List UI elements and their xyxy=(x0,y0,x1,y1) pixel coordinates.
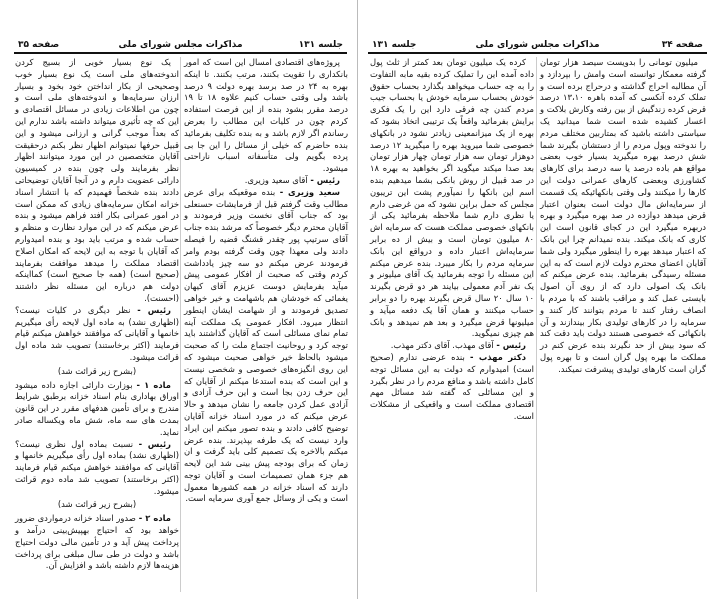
paragraph-text: (بشرح زیر قرائت شد) xyxy=(57,499,137,510)
page-number: صفحه ۳۵ xyxy=(18,40,60,50)
text-column-right xyxy=(184,57,348,505)
paragraph-text: نظر دیگری در کلیات نیست؟ (اظهاری نشد) به ماده اول لایحه رأی میگیریم خانمها و آقایانی که موافقند خواهش میکنم قیام فرمایند (اکثر برخاستند) تصویب شد ماده اول قرائت میشود. xyxy=(15,304,179,362)
text-column-right xyxy=(540,57,706,376)
session-number: جلسه ۱۳۱ xyxy=(298,40,343,50)
running-title: مذاکرات مجلس شورای ملی xyxy=(118,40,243,50)
paragraph xyxy=(15,380,179,439)
text-column-left xyxy=(15,57,179,572)
speaker-label: سعید وزیری - xyxy=(279,186,340,197)
paragraph xyxy=(540,57,706,376)
page-header xyxy=(14,38,347,54)
paragraph xyxy=(15,439,179,498)
page-header xyxy=(368,38,707,54)
column-divider xyxy=(180,57,181,592)
paragraph xyxy=(15,305,179,364)
speaker-label: رئیس - xyxy=(310,174,340,185)
speaker-label: ماده ۱ - xyxy=(136,379,171,390)
paragraph xyxy=(184,187,348,506)
centered-note xyxy=(15,499,179,511)
running-title: مذاکرات مجلس شورای ملی xyxy=(475,40,600,50)
paragraph xyxy=(370,57,534,340)
text-column-left xyxy=(370,57,534,423)
column-divider xyxy=(536,57,537,592)
paragraph-text: نسبت بماده اول نظری نیست؟ (اظهاری نشد) بماده اول رأی میگیریم خانمها و آقایانی که موافقند خواهش میکنم قیام فرمایند (اکثر برخاستند) تصویب شد ماده دوم قرائت میشود. xyxy=(15,438,179,496)
speaker-label: ماده ۲ - xyxy=(138,513,171,524)
paragraph xyxy=(184,175,348,187)
speaker-label: رئیس - xyxy=(496,340,526,351)
paragraph-text: میلیون تومانی را بدویست سیصد هزار تومان گرفته معمکار توانسته است وامش را بپردازد و آن مطالبه احراج گذاشته و درحراج برده است و تملک کرده آنکسی که آمده باهره ۱۳،۱۰ درصد قرض کرده زندگیش از بین رفته وکارش بلاکت و اعسار کشیده شده است شما میدانید یک سیاستی داشته باشید که بمتاربین مختلف مردم را ندوخته وپول مردم را از دستشان بگیرند شما شش درصد بهره میگیرید بسیار خوب بعضی مواقع هم باده درصد یا سه درصد برای کارهای کشاورزی وبعضی کارهای عمرانی دولت این کارها را میکنند ولی وقتی بانکهائیکه یک قسمت از سرمایه‌اش مال دولت است بعنوان اعتبار قرض میدهد دوازده در صد بهره میگیرد و بهره دربهره میگیرد این در کجای قانون است این کاری که بانک میکند. بنده نمیدانم چرا این بانک که اعتبار میدهد بهره را اینطور میگیرد ولی شما آقایان اعضای محترم دولت لازم است که به این مسئله رسیدگی بفرمائید. بنده عرض میکنم که بانک یک اصولی دارد که از روی آن اصول بایستی عمل کند و مراقب باشند که با مردم با انصاف رفتار کنند تا مردم بتوانند کار کنند و سرمایه را در کارهای تولیدی بکار بیندازند و آن بانکهائی که خصوصی هستند دولت باید دقت کند که سود بیش از حد نگیرند بنده عرض کنم در مملکت ما بهره پول گران است و تا بهره پول گران است کارهای تولیدی پیشرفت نمیکند. xyxy=(540,57,706,374)
paragraph xyxy=(15,513,179,572)
paragraph xyxy=(370,352,534,423)
paragraph xyxy=(184,57,348,175)
speaker-label: رئیس - xyxy=(138,438,171,449)
right-page xyxy=(357,0,714,599)
centered-note xyxy=(15,366,179,378)
paragraph-text: بنده موقعیکه برای عرض مطالب وقت گرفتم قبل از فرمایشات حسنعلی بود که جناب آقای نخست وزیر فرمودند و آقایان محترم دیگر خصوصاً که مرشد بنده جناب آقای سرتیپ پور چقدر قشنگ قضیه را فیصله دادند ولی معهذا چون وقت گرفته بودم وامر فرمودند عرض میکنم دو سه چیز یادداشت کردم وقتی که صحبت از افکار عمومی پیش میآید بفرمایش دوست عزیزم آقای کیهان یغمائی که خودشان هم باشهامت و خیر خواهی تصدیق فرمودند و از شهامت ایشان اینطور انتظار میرود. افکار عمومی یک مملکت آینه تمام نمای مسائلی است که آقایان گذاشتند باید توجه کرد و روحانیت اجتماع ملت را که صحبت میشود بالحاظ خیر خواهی صحبت میشود که این روی انگیزه‌های خصوصی و شخصی نیست و این است که بنده استدعا میکنم از آقایان که این حرف زدن بجا است و این حرف آزادی و آزادی عمل کردن جامعه را نشان میدهد و حالا عرض میکنم که در مورد اسناد خزانه آقایان توضیح کافی دادند و بنده تصور میکنم این ایراد وارد نیست که یک طرفه بپذیرند. بنده عرض میکنم بالاخره یک تصمیم کلی باید گرفت و ان زمان که برای بودجه پیش بینی شد این لایحه هم جزء همان تصمیمات است و آقایان توجه دارند که اسناد خزانه در همه کشورها معمول است و یکی از وسائل جمع آوری سرمایه است. xyxy=(184,186,348,504)
page-number: صفحه ۳۴ xyxy=(661,40,703,50)
paragraph-text: کرده یک میلیون تومان بعد کمتر از ثلث پول داده آمده این را تملیک کرده بقیه مابه التفاوت را به چه حساب میخواهد بگذارد بحساب حقوق خودش بحساب سرمایه خودش یا بحساب جیب مردم کندن چه فرقی دارد این را یک فکری برایش بفرمائید واقعاً یک ترتیبی اتخاذ بشود که بهره از یک میزانمعینی زیادتر نشود در بانکهای خصوصی شما میروید بهره را میگیرید ۱۲ درصد دوهزار تومان سه هزار تومان چهار هزار تومان بعد صدا میکند میگوید اگر بخواهید به بهره ۱۸ در صد قبیل از روش بانکی بشما میدهیم بنده اسم این بانکها را نمیآورم پشت این تریبون مجلس که حمل براین نشود که من غرضی دارم یا نظری دارم شما ملاحظه بفرمائید یکی از بانکهای خصوصی مملکت هست که سرمایه اش ۸۰ میلیون تومان است و بیش از ده برابر سرمایه‌اش اعتبار داده و درواقع این بانک سرمایه مردم را بکار میبرد. بنده عرض میکنم این مسئله را توجه بفرمائید یک آقای میلیونر و یک نفر آدم معمولی بیایند هر دو قرض بگیرند ۱۰ سال ۲۰ سال قرض بگیرند بهره را دو برابر حساب میکنند و همان آقا یک دفعه میآید و میلیونها قرض میگیرد و بعد هم نمیدهد و بانک هم چیزی نمیگوید. xyxy=(370,57,534,339)
paragraph-text: (بشرح زیر قرائت شد) xyxy=(57,365,137,376)
session-number: جلسه ۱۳۱ xyxy=(372,40,417,50)
paragraph-text: بوزارت دارائی اجازه داده میشود اوراق بهاداری بنام اسناد خزانه برطبق شرایط مندرج و برای تأمین هدفهای مقرر در این قانون بمدت های سه ماه، شش ماه ویکساله صادر نماید. xyxy=(15,379,179,437)
paragraph-text: آقای مهذب. آقای دکتر مهذب. xyxy=(390,340,497,351)
paragraph-text: آقای سعید وزیری. xyxy=(244,174,311,185)
paragraph-text: بنده عرضی ندارم (صحیح است) امیدوارم که دولت به این مسائل توجه کامل داشته باشد و منافع مردم را در نظر بگیرد و این مسائلی که گفته شد مسائل مهم اقتصادی مملکت است و واقعیکی از مشکلات است. xyxy=(370,351,534,421)
paragraph xyxy=(15,57,179,305)
paragraph-text: صدور اسناد خزانه درمواردی ضرور خواهد بود که احتیاج بهپیش‌بینی درآمد و پرداخت پیش آید و در تأمین مالی دولت احتیاج باشد و دولت در طی سال مبلغی برای پرداخت هزینه‌ها لازم داشته باشد و افزایش آن. xyxy=(15,513,179,571)
paragraph-text: پروژه‌های اقتصادی امسال این است که امور بانکداری را تقویت بکنند، مرتب بکنند. تا اینکه بهره به ۲۴ در صد برسد بهره دولت ۹ درصد باشد ولی وقتی حساب کنیم علاوه ۱۸ تا ۱۹ درصد مقرر بشود بنده از این فرصت استفاده کردم چون در کلیات این مطالب را بعرض رساندم اگر لازم باشد و به بنده تکلیف بفرمائید بنده حاضرم که خیلی از مسائل را این جا بی پرده بگویم ولی متأسفانه اسباب ناراحتی میشود. xyxy=(184,57,348,174)
paragraph xyxy=(370,340,534,352)
speaker-label: دکتر مهذب - xyxy=(469,351,526,362)
speaker-label: رئیس - xyxy=(137,304,171,315)
paragraph-text: یک نوع بسیار خوبی از بسیج کردن اندوخته‌های ملی است یک نوع بسیار خوب وصحیحی از بکار انداختن خود بخود و بسیار ارزان سرمایه‌ها و اندوخته‌های ملی است و چون من اطلاعات زیادی در مسائل اقتصادی و این که چه تأثیری میتواند داشته باشد ندارم این که بعداً موجب گرانی و ارزانی میشود و این قبیل حرفها نمیتوانم اظهار نظر بکنم درحقیقت آقایان متخصصین در این مورد میتوانند اظهار نظر بفرمایند ولی چون بنده در کمیسیون دارائی عضویت دارم و در آنجا آقایان توضیحاتی دادند بنده شخصاً فهمیدم که با انتشار اسناد خزانه امکان سرمایه‌های زیادی که ممکن است در امور عمرانی بکار افتد فراهم میشود و بنده عرض میکنم که در این موارد نظارت و منظم و حساب شده و مرتب باید بود و بنده امیدوارم که آقایان با توجه به این لایحه که امکان اصلاح اقتصاد مملکت را میدهد موافقت بفرمایند (صحیح است) (همه جا صحیح است) کمااینکه دولت هم درباره این مسئله نظر داشتند (احسنت). xyxy=(15,57,179,303)
